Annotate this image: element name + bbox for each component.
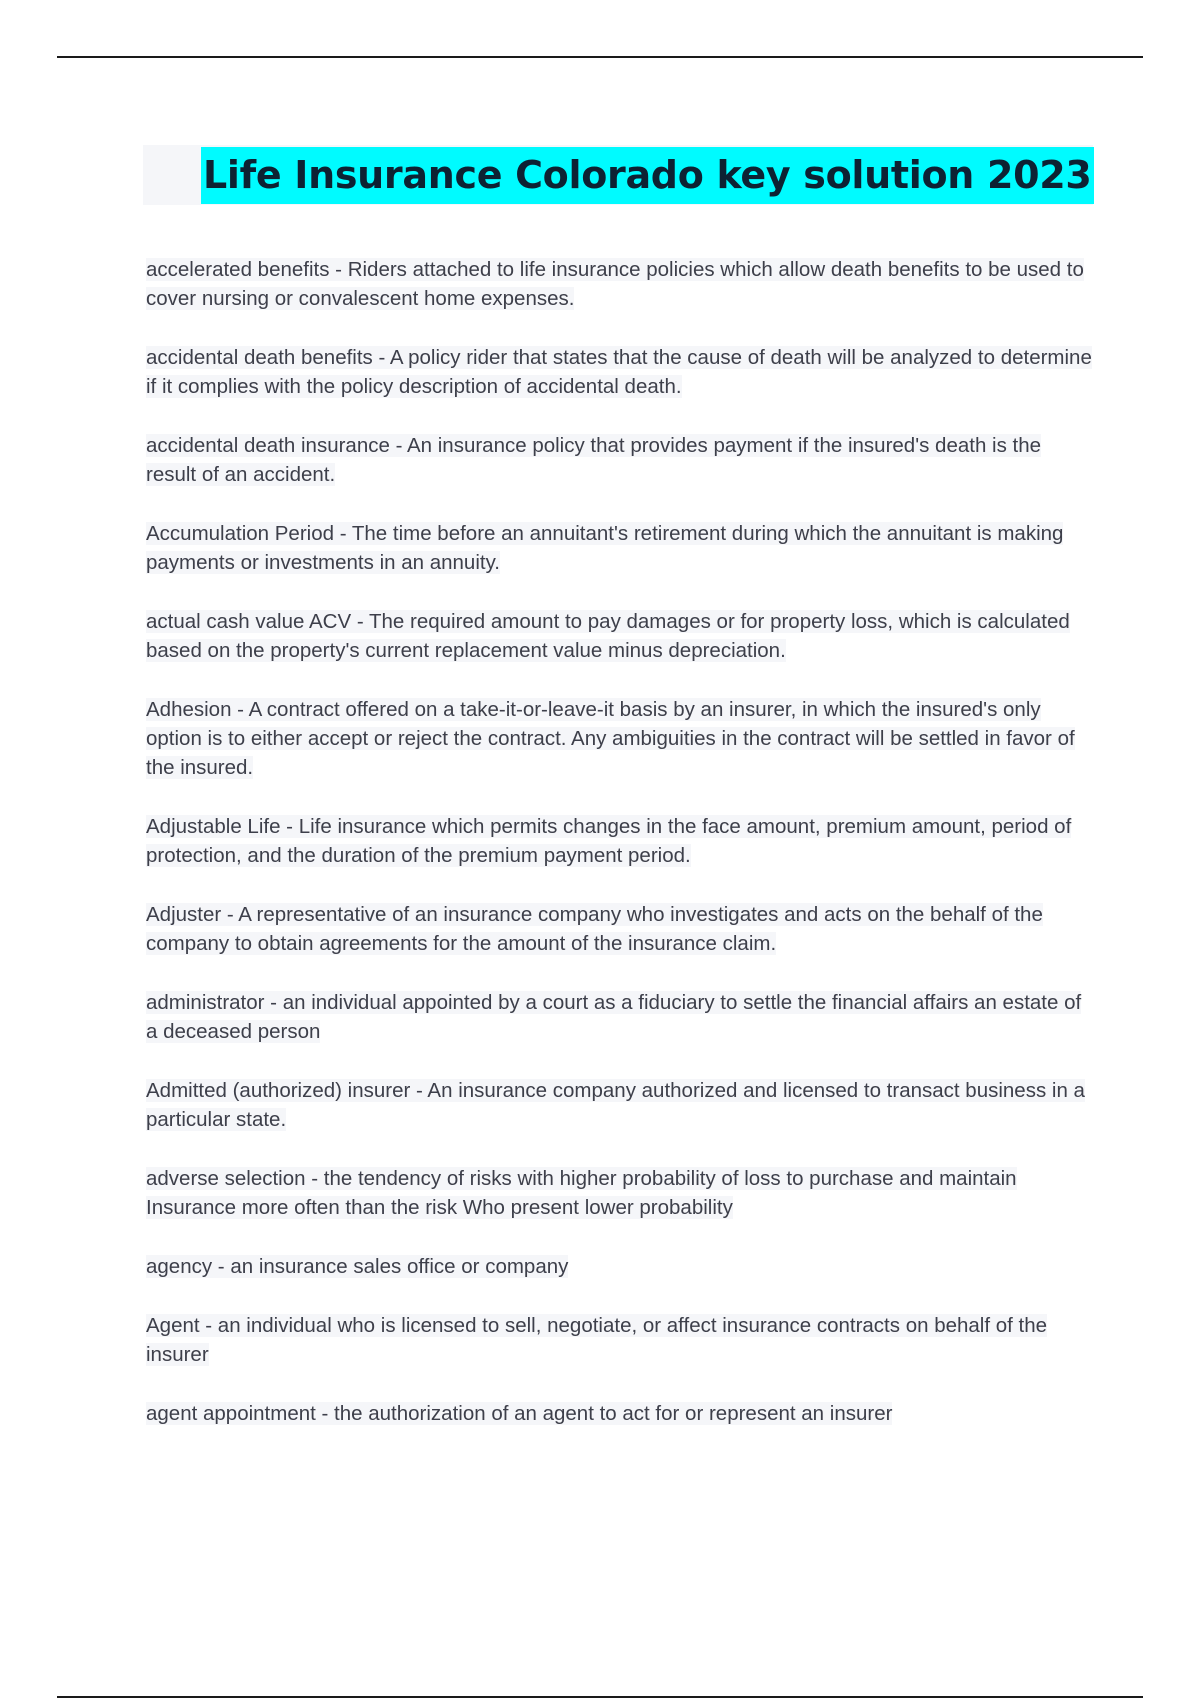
- glossary-entry: [146, 1076, 1096, 1134]
- glossary-entry-text: Admitted (authorized) insurer - An insurance company authorized and licensed to transact business in a particular state.: [146, 1079, 1085, 1131]
- document-title: Life Insurance Colorado key solution 2023: [201, 147, 1094, 204]
- glossary-entry: [146, 607, 1096, 665]
- glossary-entry: [146, 900, 1096, 958]
- glossary-entry-text: administrator - an individual appointed by a court as a fiduciary to settle the financial affairs an estate of a deceased person: [146, 991, 1082, 1043]
- bottom-rule: [57, 1696, 1143, 1698]
- glossary-entry: [146, 1399, 1096, 1428]
- glossary-entry-text: actual cash value ACV - The required amount to pay damages or for property loss, which is calculated based on the property's current replacement value minus depreciation.: [146, 610, 1070, 662]
- glossary-entry-text: Adjustable Life - Life insurance which permits changes in the face amount, premium amount, period of protection, and the duration of the premium payment period.: [146, 815, 1072, 867]
- glossary-entry-text: Agent - an individual who is licensed to sell, negotiate, or affect insurance contracts on behalf of the insurer: [146, 1314, 1048, 1366]
- glossary-entry-text: agency - an insurance sales office or company: [146, 1255, 569, 1278]
- glossary-entry-text: accelerated benefits - Riders attached to life insurance policies which allow death benefits to be used to cover nursing or convalescent home expenses.: [146, 258, 1084, 310]
- glossary-entry: [146, 988, 1096, 1046]
- glossary-entry: [146, 343, 1096, 401]
- glossary-entry-text: accidental death insurance - An insurance policy that provides payment if the insured's death is the result of an accident.: [146, 434, 1042, 486]
- glossary-entry-text: accidental death benefits - A policy rider that states that the cause of death will be analyzed to determine if it complies with the policy description of accidental death.: [146, 346, 1092, 398]
- glossary-list: [146, 255, 1096, 1428]
- glossary-entry-text: Adjuster - A representative of an insurance company who investigates and acts on the behalf of the company to obtain agreements for the amount of the insurance claim.: [146, 903, 1043, 955]
- glossary-entry: [146, 519, 1096, 577]
- glossary-entry-text: Adhesion - A contract offered on a take-it-or-leave-it basis by an insurer, in which the insured's only option is to either accept or reject the contract. Any ambiguities in the contract will be settled in favor of the insured.: [146, 698, 1075, 779]
- glossary-entry: [146, 812, 1096, 870]
- glossary-entry: [146, 1311, 1096, 1369]
- glossary-entry-text: agent appointment - the authorization of an agent to act for or represent an insurer: [146, 1402, 893, 1425]
- top-rule: [57, 56, 1143, 58]
- glossary-entry: [146, 1252, 1096, 1281]
- glossary-entry: [146, 431, 1096, 489]
- glossary-entry: [146, 695, 1096, 782]
- glossary-entry: [146, 255, 1096, 313]
- glossary-entry-text: Accumulation Period - The time before an annuitant's retirement during which the annuitant is making payments or investments in an annuity.: [146, 522, 1064, 574]
- glossary-entry: [146, 1164, 1096, 1222]
- glossary-entry-text: adverse selection - the tendency of risks with higher probability of loss to purchase and maintain Insurance more often than the risk Who present lower probability: [146, 1167, 1017, 1219]
